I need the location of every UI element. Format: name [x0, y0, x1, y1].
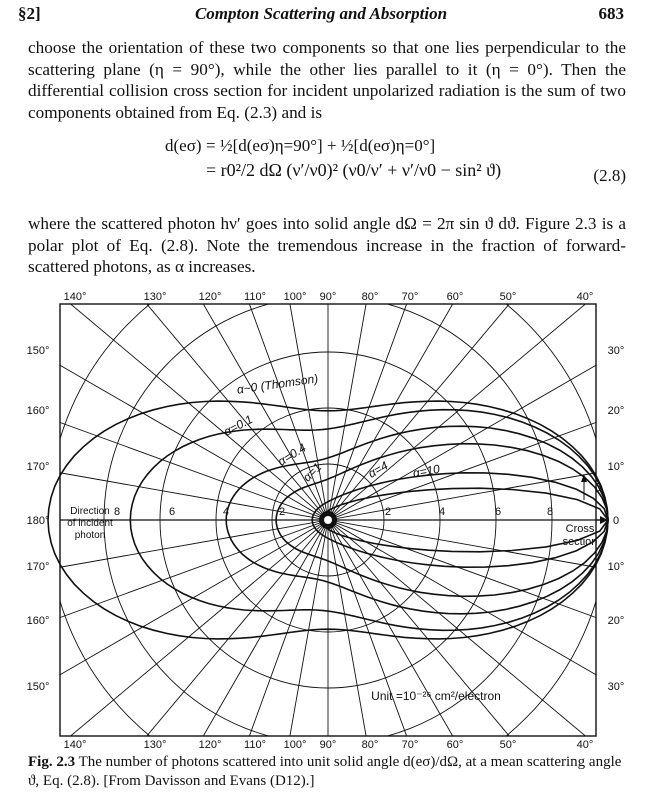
cross-section-label: section [562, 536, 598, 548]
bottom-angle-tick: 140° [63, 739, 87, 750]
radial-distance-label: 2 [384, 506, 392, 518]
bottom-angle-tick: 100° [283, 739, 307, 750]
curve-label: α~0 (Thomson) [235, 371, 319, 397]
bottom-angle-tick: 90° [319, 739, 337, 750]
top-angle-tick: 90° [319, 292, 337, 303]
incident-direction-label: of incident [67, 518, 113, 529]
radial-distance-label: 6 [494, 506, 502, 518]
bottom-angle-tick: 110° [244, 739, 266, 750]
caption-text: The number of photons scattered into unit solid angle d(eσ)/dΩ, at a mean scattering angle ϑ, Eq. (2.8). [From Davisson and Evans (D12).] [28, 754, 622, 789]
left-angle-tick: 160° [26, 615, 50, 627]
left-angle-tick: 160° [26, 405, 50, 417]
unit-label: Unit =10⁻²⁶ cm²/electron [371, 689, 501, 703]
curve-label: α=0.1 [221, 412, 255, 439]
right-angle-tick: 10° [607, 461, 625, 473]
paragraph-2: where the scattered photon hν′ goes into solid angle dΩ = 2π sin ϑ dϑ. Figure 2.3 is a polar plot of Eq. (2.8). Note the tremendous increase in the fraction of forward-scattered photons, as α increases. [28, 214, 626, 276]
bottom-angle-tick: 40° [576, 739, 594, 750]
bottom-angle-tick: 50° [499, 739, 517, 750]
radial-distance-label: 8 [113, 506, 121, 518]
top-angle-tick: 100° [283, 292, 307, 303]
right-angle-tick: 20° [607, 615, 625, 627]
page-number: 683 [598, 4, 624, 23]
radial-distance-label: 4 [438, 506, 446, 518]
left-angle-tick: 170° [26, 561, 50, 573]
top-angle-tick: 40° [576, 292, 594, 303]
top-angle-tick: 120° [198, 292, 222, 303]
equation-line-2: = r0²/2 dΩ (ν′/ν0)² (ν0/ν′ + ν′/ν0 − sin² ϑ) [206, 160, 502, 180]
right-angle-tick: 30° [607, 681, 625, 693]
right-angle-tick: 30° [607, 345, 625, 357]
left-angle-tick: 150° [26, 681, 50, 693]
cross-section-label: Cross [565, 523, 595, 535]
top-angle-tick: 60° [446, 292, 464, 303]
curve-label: α=4 [365, 458, 391, 481]
equation-2-8 [0, 136, 650, 206]
figure-root [20, 292, 630, 750]
top-angle-tick: 140° [63, 292, 87, 303]
radial-distance-label: 2 [278, 506, 286, 518]
bottom-angle-tick: 60° [446, 739, 464, 750]
bottom-angle-tick: 130° [143, 739, 167, 750]
radial-distance-label: 8 [546, 506, 554, 518]
incident-direction-label: photon [74, 530, 106, 541]
curve-label: α=1 [299, 459, 325, 485]
radial-distance-label: 6 [168, 506, 176, 518]
theta-axis-label: ϑ [594, 480, 602, 495]
top-angle-tick: 70° [401, 292, 419, 303]
equation-lhs: d(eσ) [165, 136, 202, 155]
paragraph-1: choose the orientation of these two components so that one lies perpendicular to the scattering plane (η = 90°), while the other lies parallel to it (η = 0°). Then the differential collision cross section for incident unpolarized radiation is the sum of two components obtained from Eq. (2.3) and is [28, 38, 626, 122]
page-header [18, 4, 624, 28]
left-angle-tick: 180° [26, 515, 50, 527]
bottom-angle-tick: 80° [361, 739, 379, 750]
origin-dot-center [324, 516, 332, 524]
curve-label: α=0.4 [275, 440, 309, 469]
radial-distance-label: 4 [222, 506, 230, 518]
top-angle-tick: 110° [244, 292, 266, 303]
running-title: Compton Scattering and Absorption [194, 4, 448, 23]
equation-line-1: = ½[d(eσ)η=90°] + ½[d(eσ)η=0°] [206, 136, 436, 155]
curve-label: α=10 [411, 461, 441, 481]
top-angle-tick: 50° [499, 292, 517, 303]
figure-caption [28, 753, 628, 791]
caption-label: Fig. 2.3 [28, 754, 76, 770]
top-angle-tick: 130° [143, 292, 167, 303]
bottom-angle-tick: 70° [401, 739, 419, 750]
top-angle-tick: 80° [361, 292, 379, 303]
section-number: §2] [18, 4, 41, 23]
left-angle-tick: 170° [26, 461, 50, 473]
right-angle-tick: 10° [607, 561, 625, 573]
bottom-angle-tick: 120° [198, 739, 222, 750]
equation-number: (2.8) [593, 166, 626, 185]
left-angle-tick: 150° [26, 345, 50, 357]
polar-plot-figure [20, 292, 630, 750]
incident-direction-label: Direction [70, 506, 110, 517]
right-angle-tick: 0 [612, 515, 620, 527]
right-angle-tick: 20° [607, 405, 625, 417]
